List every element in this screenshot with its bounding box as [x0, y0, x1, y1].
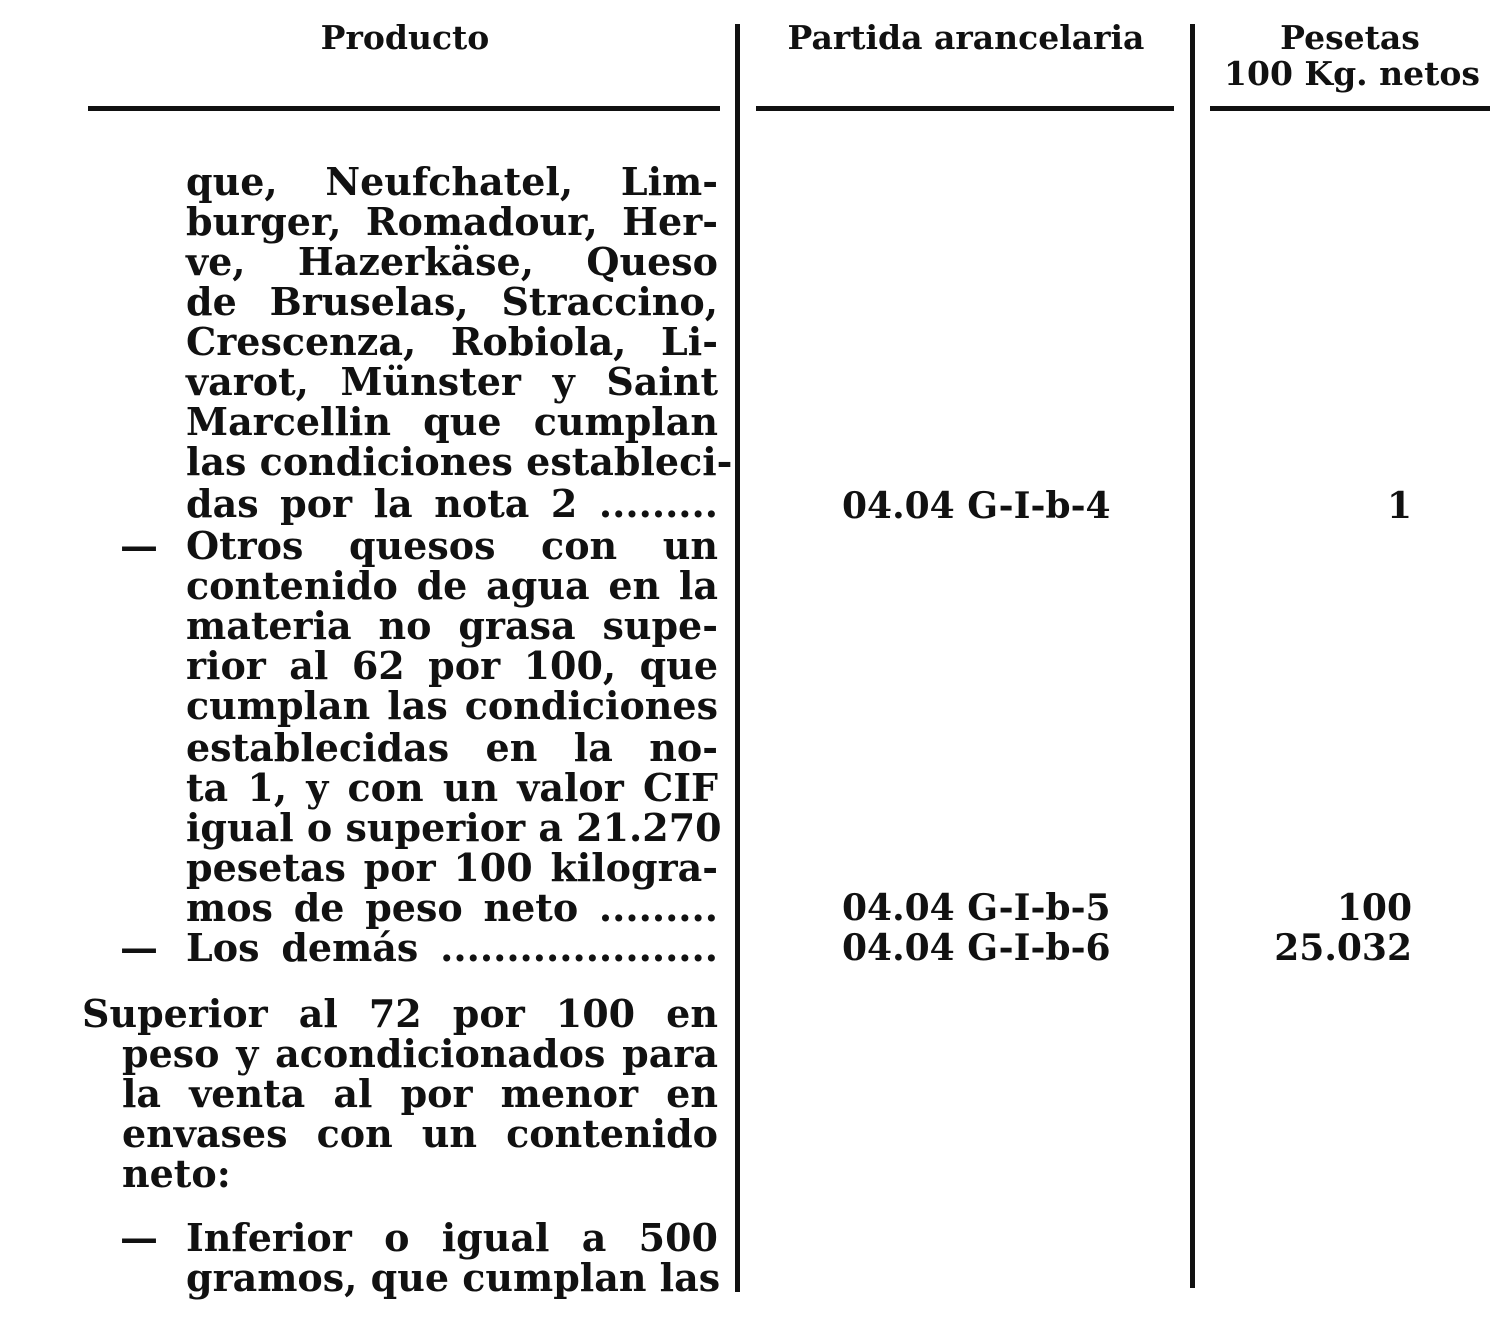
- text-line: gramos, que cumplan las: [186, 1255, 721, 1300]
- text-line: establecidas en la no-: [186, 725, 718, 770]
- pesetas-value: 25.032: [1274, 927, 1412, 969]
- text-line: ta 1, y con un valor CIF: [186, 765, 718, 810]
- dash-marker: —: [120, 1215, 158, 1260]
- text-line: burger, Romadour, Her-: [186, 199, 718, 244]
- text-line: igual o superior a 21.270: [186, 805, 722, 850]
- tariff-code: 04.04 G-I-b-5: [842, 887, 1111, 929]
- text-line: materia no grasa supe-: [186, 603, 718, 648]
- text-line: de Bruselas, Straccino,: [186, 279, 718, 324]
- header-rule-pesetas: [1210, 106, 1490, 111]
- text-line: Superior al 72 por 100 en: [82, 991, 718, 1036]
- pesetas-value: 1: [1386, 485, 1412, 527]
- header-100kg-netos: 100 Kg. netos: [1224, 54, 1480, 93]
- text-line: contenido de agua en la: [186, 563, 718, 608]
- dash-marker: —: [120, 523, 158, 568]
- header-partida-arancelaria: Partida arancelaria: [787, 18, 1145, 57]
- text-line: peso y acondicionados para: [122, 1031, 718, 1076]
- text-line: la venta al por menor en: [122, 1071, 718, 1116]
- text-line: Marcellin que cumplan: [186, 399, 718, 444]
- text-line: neto:: [122, 1151, 231, 1196]
- text-line: Los demás .....................: [186, 925, 718, 970]
- column-divider-2: [1190, 24, 1195, 1288]
- text-line: Inferior o igual a 500: [186, 1215, 718, 1260]
- text-line: Crescenza, Robiola, Li-: [186, 319, 718, 364]
- text-line: mos de peso neto .........: [186, 885, 718, 930]
- text-line: ve, Hazerkäse, Queso: [186, 239, 718, 284]
- text-line: das por la nota 2 .........: [186, 481, 718, 526]
- header-pesetas: Pesetas: [1280, 18, 1420, 57]
- header-rule-partida: [756, 106, 1174, 111]
- column-divider-1: [735, 24, 740, 1292]
- text-line: envases con un contenido: [122, 1111, 718, 1156]
- dash-marker: —: [120, 925, 158, 970]
- text-line: cumplan las condiciones: [186, 683, 718, 728]
- text-line: pesetas por 100 kilogra-: [186, 845, 718, 890]
- tariff-code: 04.04 G-I-b-4: [842, 485, 1111, 527]
- tariff-code: 04.04 G-I-b-6: [842, 927, 1111, 969]
- text-line: Otros quesos con un: [186, 523, 718, 568]
- pesetas-value: 100: [1336, 887, 1412, 929]
- text-line: las condiciones estableci-: [186, 439, 733, 484]
- text-line: rior al 62 por 100, que: [186, 643, 718, 688]
- header-rule-producto: [88, 106, 720, 111]
- text-line: que, Neufchatel, Lim-: [186, 159, 718, 204]
- text-line: varot, Münster y Saint: [186, 359, 718, 404]
- header-producto: Producto: [320, 18, 490, 57]
